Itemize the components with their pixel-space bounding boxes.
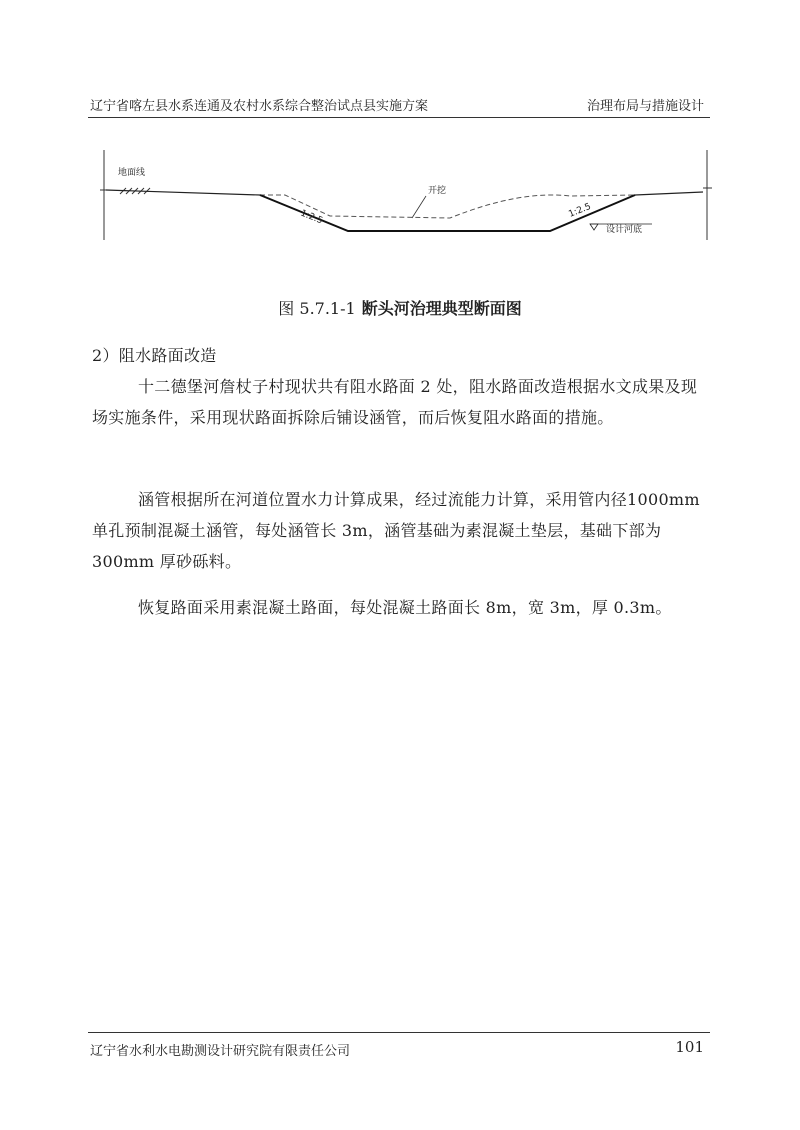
ground-surface-line-right	[635, 192, 703, 195]
footer-divider	[88, 1032, 710, 1033]
paragraph-3: 恢复路面采用素混凝土路面，每处混凝土路面长 8m，宽 3m，厚 0.3m。	[138, 598, 672, 617]
header-divider	[88, 117, 710, 118]
excavation-leader-line	[412, 196, 426, 218]
cross-section-figure	[100, 150, 715, 245]
figure-number: 图 5.7.1-1	[278, 299, 356, 318]
section-heading: 2）阻水路面改造	[92, 346, 217, 365]
figure-caption	[0, 296, 800, 319]
paragraph-1: 十二德堡河詹杖子村现状共有阻水路面 2 处，阻水路面改造根据水文成果及现场实施条件，采用现状路面拆除后铺设涵管，而后恢复阻水路面的措施。	[92, 377, 698, 427]
ground-surface-line	[106, 190, 260, 195]
header-document-title: 辽宁省喀左县水系连通及农村水系综合整治试点县实施方案	[90, 99, 429, 114]
excavation-label: 开挖	[428, 186, 447, 196]
slope-right-label: 1:2.5	[567, 201, 593, 220]
page-number: 101	[675, 1038, 704, 1056]
design-bed-label: 设计河底	[606, 225, 643, 235]
header-chapter-title: 治理布局与措施设计	[586, 99, 704, 114]
paragraph-2: 涵管根据所在河道位置水力计算成果，经过流能力计算，采用管内径1000mm 单孔预制混凝土涵管，每处涵管长 3m，涵管基础为素混凝土垫层，基础下部为 300mm 厚砂砾料。	[92, 490, 700, 571]
ground-line-label: 地面线	[118, 168, 146, 178]
design-bed-elevation-triangle	[590, 224, 598, 230]
footer-organization: 辽宁省水利水电勘测设计研究院有限责任公司	[90, 1044, 351, 1059]
figure-title: 断头河治理典型断面图	[361, 299, 522, 318]
slope-left-label: 1:2.5	[298, 208, 325, 227]
